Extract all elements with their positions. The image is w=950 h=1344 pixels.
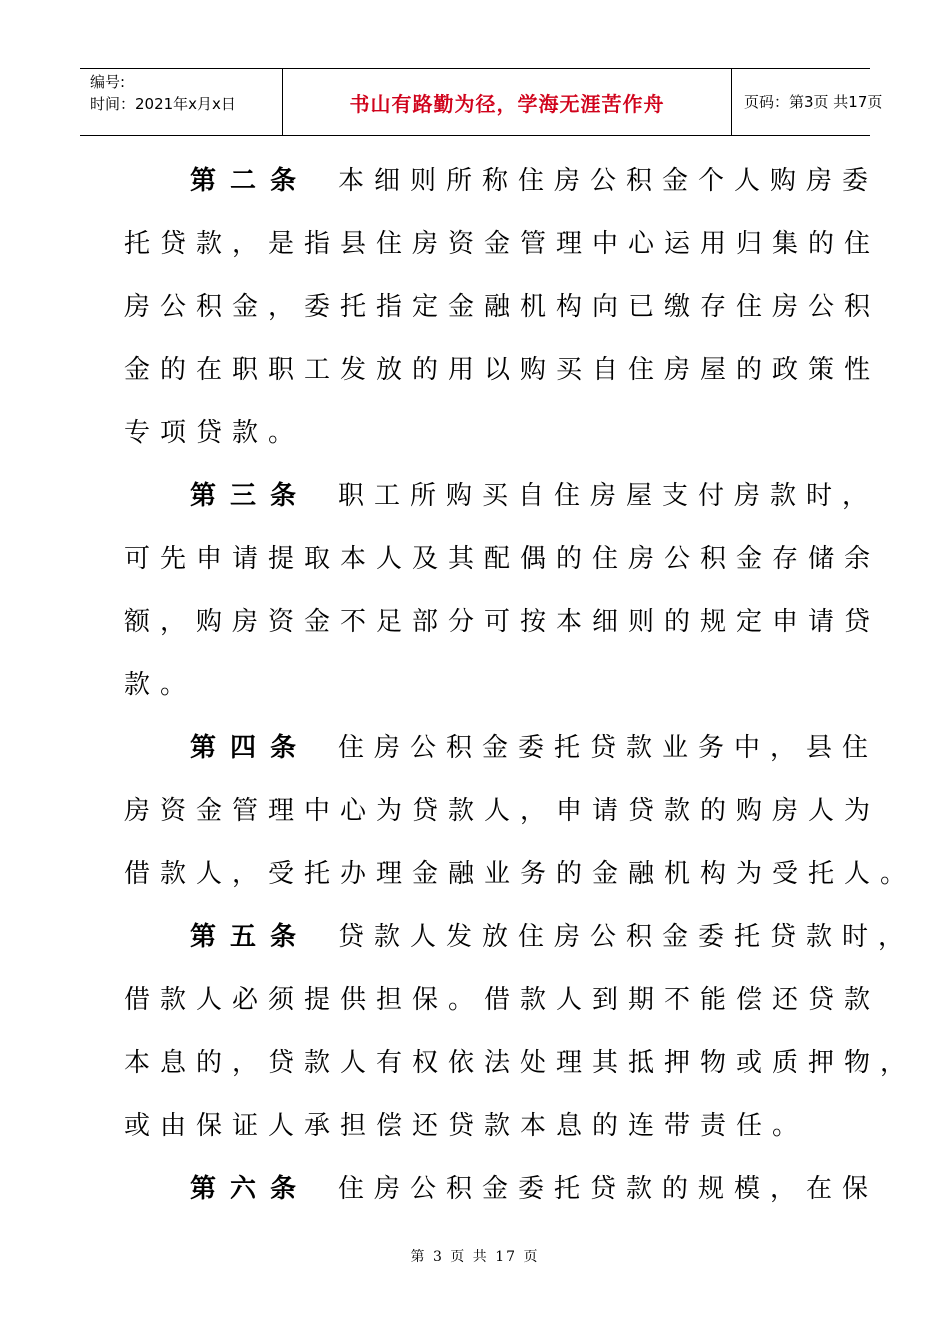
time-label: 时间：2021年x月x日 [90,95,236,113]
article-text: 住房公积金委托贷款业务中，县住 [338,733,879,763]
article-title: 第三条 [190,481,311,511]
article-text: 职工所购买自住房屋支付房款时， [338,481,879,511]
article-title: 第六条 [190,1174,311,1204]
article-line: 专项贷款。 [124,418,305,448]
article-line: 本息的，贷款人有权依法处理其抵押物或质押物， [124,1048,917,1078]
article-line: 金的在职职工发放的用以购买自住房屋的政策性 [124,355,881,385]
document-body [124,150,917,1221]
page-info: 页码：第3页 共17页 [744,93,883,111]
article-line: 借款人必须提供担保。借款人到期不能偿还贷款 [124,985,881,1015]
article-line: 房资金管理中心为贷款人，申请贷款的购房人为 [124,796,881,826]
header-meta [80,69,282,135]
article-line: 房公积金，委托指定金融机构向已缴存住房公积 [124,292,881,322]
article-title: 第五条 [190,922,311,952]
motto: 书山有路勤为径，学海无涯苦作舟 [349,91,665,116]
article-first-line [124,150,879,213]
article-line: 托贷款，是指县住房资金管理中心运用归集的住 [124,229,881,259]
article-line: 额，购房资金不足部分可按本细则的规定申请贷 [124,607,881,637]
article-first-line [124,717,879,780]
article-text: 本细则所称住房公积金个人购房委 [338,166,879,196]
article-title: 第二条 [190,166,311,196]
article-first-line [124,465,879,528]
article-text: 住房公积金委托贷款的规模，在保 [338,1174,879,1204]
header-motto-cell [282,69,732,135]
serial-label: 编号: [90,73,126,91]
header-page-cell [732,69,883,135]
article-line: 借款人，受托办理金融业务的金融机构为受托人。 [124,859,917,889]
article-line: 款。 [124,670,197,700]
page-header [80,68,883,136]
article-line: 或由保证人承担偿还贷款本息的连带责任。 [124,1111,809,1141]
article-text: 贷款人发放住房公积金委托贷款时， [338,922,915,952]
page-footer: 第 3 页 共 17 页 [410,1249,540,1265]
article-first-line [124,906,915,969]
article-title: 第四条 [190,733,311,763]
article-line: 可先申请提取本人及其配偶的住房公积金存储余 [124,544,881,574]
article-first-line [124,1158,879,1221]
